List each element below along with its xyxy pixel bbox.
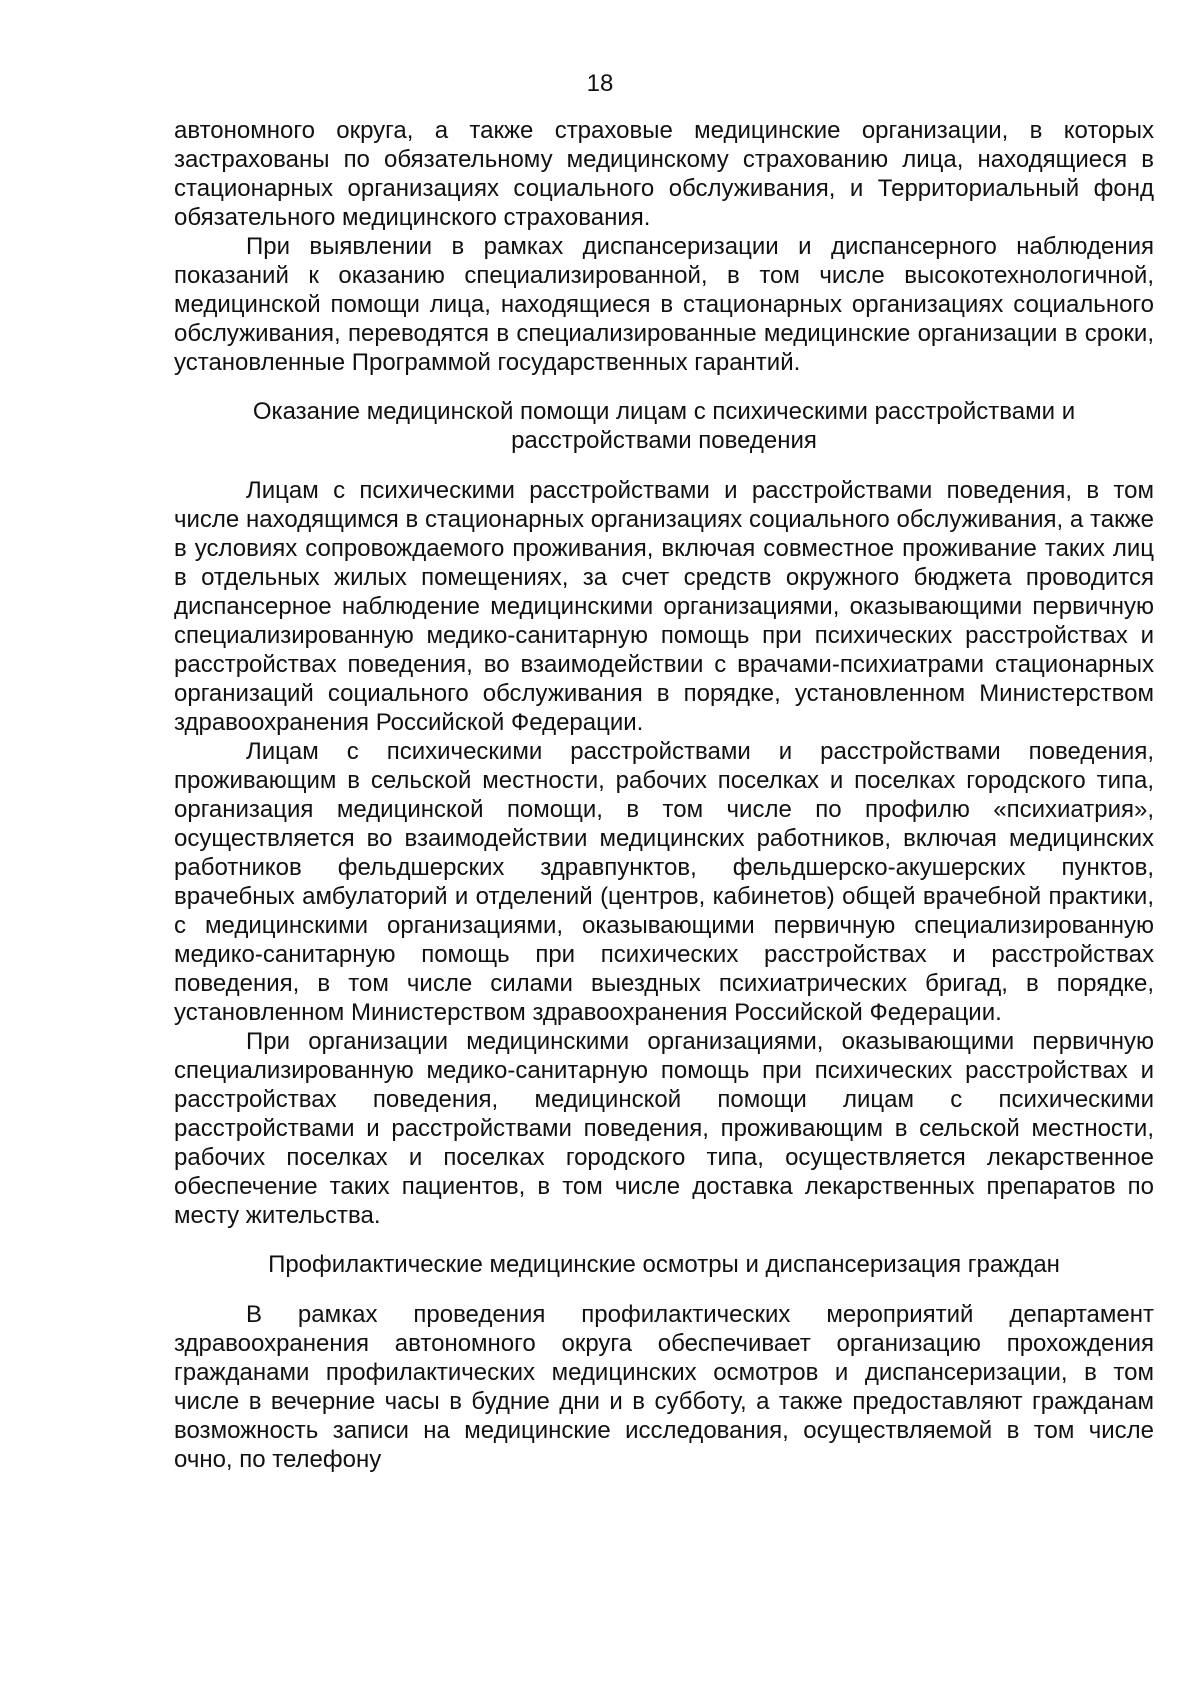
page-number: 18 bbox=[586, 70, 614, 97]
section-heading-mental-health: Оказание медицинской помощи лицам с психическими расстройствами и расстройствами поведения bbox=[252, 398, 1076, 454]
paragraph-continued: автономного округа, а также страховые медицинские организации, в которых застрахованы по обязательному медицинскому страхованию лица, находящиеся в стационарных организациях социального обслуживания, и Территориальный фонд обязательного медицинского страхования. bbox=[174, 117, 1154, 231]
paragraph: При организации медицинскими организациями, оказывающими первичную специализированную медико-санитарную помощь при психических расстройствах и расстройствах поведения, медицинской помощи лицам с психическими расстройствами и расстройствами поведения, проживающим в сельской местности, рабочих поселках и поселках городского типа, осуществляется лекарственное обеспечение таких пациентов, в том числе доставка лекарственных препаратов по месту жительства. bbox=[174, 1028, 1154, 1229]
paragraph: Лицам с психическими расстройствами и расстройствами поведения, в том числе находящимся в стационарных организациях социального обслуживания, а также в условиях сопровождаемого проживания, включая совместное проживание таких лиц в отдельных жилых помещениях, за счет средств окружного бюджета проводится диспансерное наблюдение медицинскими организациями, оказывающими первичную специализированную медико-санитарную помощь при психических расстройствах и расстройствах поведения, во взаимодействии с врачами-психиатрами стационарных организаций социального обслуживания в порядке, установленном Министерством здравоохранения Российской Федерации. bbox=[174, 477, 1154, 736]
paragraph: В рамках проведения профилактических мероприятий департамент здравоохранения автономного округа обеспечивает организацию прохождения гражданами профилактических медицинских осмотров и диспансеризации, в том числе в вечерние часы в будние дни и в субботу, а также предоставляют гражданам возможность записи на медицинские исследования, осуществляемой в том числе очно, по телефону bbox=[174, 1301, 1154, 1473]
paragraph: При выявлении в рамках диспансеризации и диспансерного наблюдения показаний к оказанию специализированной, в том числе высокотехнологичной, медицинской помощи лица, находящиеся в стационарных организациях социального обслуживания, переводятся в специализированные медицинские организации в сроки, установленные Программой государственных гарантий. bbox=[174, 233, 1154, 376]
section-heading-preventive-exams: Профилактические медицинские осмотры и диспансеризация граждан bbox=[268, 1251, 1060, 1278]
document-body bbox=[174, 116, 1154, 1474]
paragraph: Лицам с психическими расстройствами и расстройствами поведения, проживающим в сельской местности, рабочих поселках и поселках городского типа, организация медицинской помощи, в том числе по профилю «психиатрия», осуществляется во взаимодействии медицинских работников, включая медицинских работников фельдшерских здравпунктов, фельдшерско-акушерских пунктов, врачебных амбулаторий и отделений (центров, кабинетов) общей врачебной практики, с медицинскими организациями, оказывающими первичную специализированную медико-санитарную помощь при психических расстройствах и расстройствах поведения, в том числе силами выездных психиатрических бригад, в порядке, установленном Министерством здравоохранения Российской Федерации. bbox=[174, 738, 1154, 1026]
